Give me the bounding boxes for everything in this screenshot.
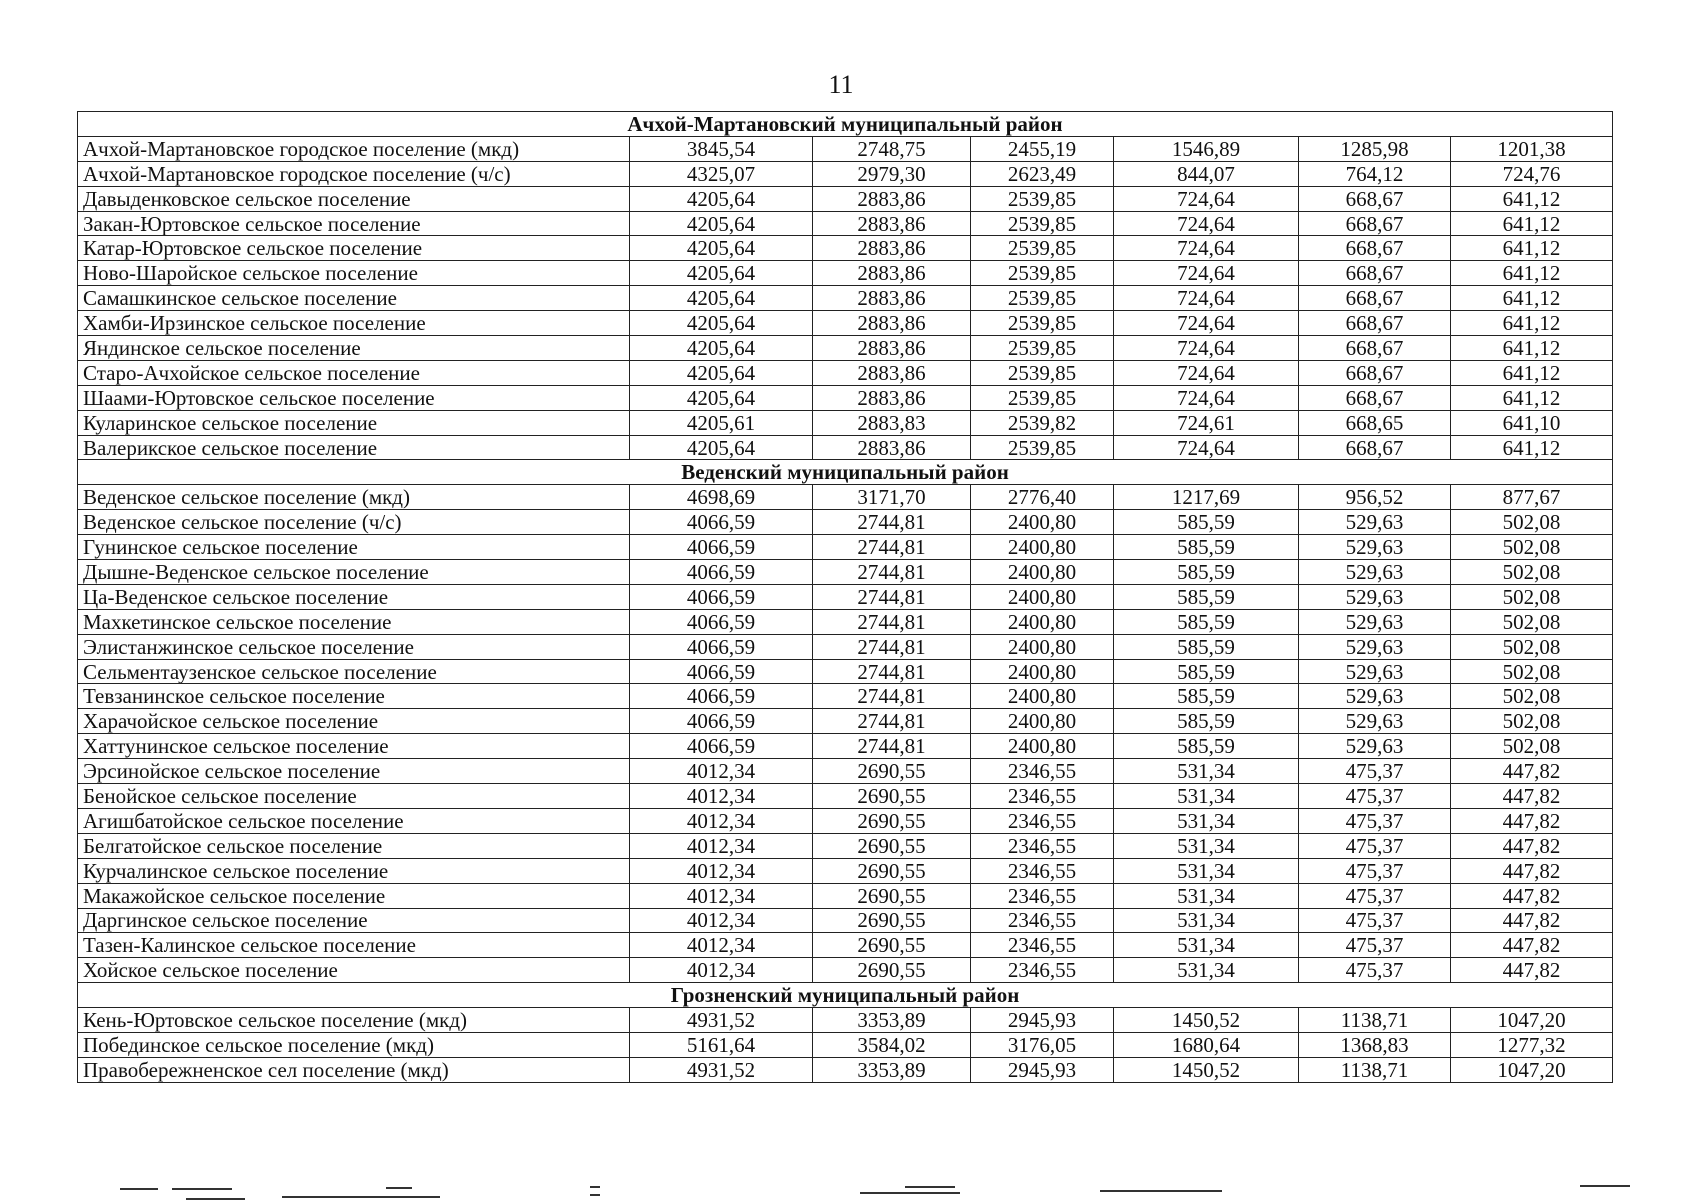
table-row — [78, 385, 1613, 410]
value-cell: 2539,85 — [971, 360, 1114, 385]
value-cell: 2690,55 — [813, 958, 971, 983]
value-cell: 2539,85 — [971, 286, 1114, 311]
value-cell: 1368,83 — [1299, 1032, 1451, 1057]
value-cell: 724,64 — [1114, 336, 1299, 361]
value-cell: 2539,85 — [971, 311, 1114, 336]
table-row — [78, 211, 1613, 236]
value-cell: 4012,34 — [630, 933, 813, 958]
settlement-name-cell: Веденское сельское поселение (ч/с) — [78, 510, 630, 535]
value-cell: 3176,05 — [971, 1032, 1114, 1057]
value-cell: 2346,55 — [971, 784, 1114, 809]
value-cell: 447,82 — [1451, 784, 1613, 809]
value-cell: 2346,55 — [971, 883, 1114, 908]
value-cell: 2690,55 — [813, 784, 971, 809]
settlement-name-cell: Побединское сельское поселение (мкд) — [78, 1032, 630, 1057]
value-cell: 2690,55 — [813, 883, 971, 908]
value-cell: 641,12 — [1451, 336, 1613, 361]
value-cell: 2400,80 — [971, 734, 1114, 759]
value-cell: 668,67 — [1299, 360, 1451, 385]
value-cell: 585,59 — [1114, 659, 1299, 684]
value-cell: 2400,80 — [971, 684, 1114, 709]
value-cell: 1277,32 — [1451, 1032, 1613, 1057]
value-cell: 2744,81 — [813, 584, 971, 609]
table-row — [78, 858, 1613, 883]
value-cell: 2883,86 — [813, 336, 971, 361]
value-cell: 5161,64 — [630, 1032, 813, 1057]
value-cell: 2400,80 — [971, 709, 1114, 734]
value-cell: 724,64 — [1114, 236, 1299, 261]
value-cell: 2690,55 — [813, 833, 971, 858]
value-cell: 724,64 — [1114, 311, 1299, 336]
value-cell: 4066,59 — [630, 510, 813, 535]
value-cell: 502,08 — [1451, 560, 1613, 585]
settlement-name-cell: Элистанжинское сельское поселение — [78, 634, 630, 659]
value-cell: 2883,86 — [813, 186, 971, 211]
settlement-name-cell: Ачхой-Мартановское городское поселение (ч/с) — [78, 161, 630, 186]
table-row — [78, 833, 1613, 858]
value-cell: 531,34 — [1114, 808, 1299, 833]
value-cell: 2744,81 — [813, 734, 971, 759]
value-cell: 585,59 — [1114, 584, 1299, 609]
table-row — [78, 709, 1613, 734]
district-header: Ачхой-Мартановский муниципальный район — [78, 112, 1613, 137]
value-cell: 724,64 — [1114, 186, 1299, 211]
value-cell: 1047,20 — [1451, 1008, 1613, 1033]
value-cell: 1047,20 — [1451, 1057, 1613, 1082]
value-cell: 4205,64 — [630, 236, 813, 261]
value-cell: 2883,86 — [813, 385, 971, 410]
value-cell: 585,59 — [1114, 684, 1299, 709]
value-cell: 447,82 — [1451, 759, 1613, 784]
value-cell: 1680,64 — [1114, 1032, 1299, 1057]
table-row — [78, 360, 1613, 385]
table-row — [78, 883, 1613, 908]
value-cell: 2945,93 — [971, 1008, 1114, 1033]
settlement-name-cell: Куларинское сельское поселение — [78, 410, 630, 435]
value-cell: 641,10 — [1451, 410, 1613, 435]
value-cell: 4066,59 — [630, 584, 813, 609]
value-cell: 4012,34 — [630, 858, 813, 883]
value-cell: 475,37 — [1299, 883, 1451, 908]
district-header: Грозненский муниципальный район — [78, 983, 1613, 1008]
settlement-name-cell: Гунинское сельское поселение — [78, 535, 630, 560]
value-cell: 531,34 — [1114, 833, 1299, 858]
value-cell: 724,64 — [1114, 360, 1299, 385]
value-cell: 2883,86 — [813, 435, 971, 460]
value-cell: 1201,38 — [1451, 136, 1613, 161]
settlement-name-cell: Хойское сельское поселение — [78, 958, 630, 983]
district-header: Веденский муниципальный район — [78, 460, 1613, 485]
value-cell: 1138,71 — [1299, 1057, 1451, 1082]
value-cell: 2744,81 — [813, 684, 971, 709]
table-row — [78, 236, 1613, 261]
table-row — [78, 659, 1613, 684]
value-cell: 585,59 — [1114, 734, 1299, 759]
settlement-name-cell: Ачхой-Мартановское городское поселение (мкд) — [78, 136, 630, 161]
table-row — [78, 808, 1613, 833]
value-cell: 529,63 — [1299, 734, 1451, 759]
value-cell: 447,82 — [1451, 808, 1613, 833]
value-cell: 2744,81 — [813, 560, 971, 585]
value-cell: 641,12 — [1451, 286, 1613, 311]
value-cell: 502,08 — [1451, 535, 1613, 560]
table-row — [78, 584, 1613, 609]
value-cell: 502,08 — [1451, 684, 1613, 709]
value-cell: 724,64 — [1114, 261, 1299, 286]
value-cell: 2346,55 — [971, 759, 1114, 784]
settlement-name-cell: Старо-Ачхойское сельское поселение — [78, 360, 630, 385]
value-cell: 2400,80 — [971, 560, 1114, 585]
value-cell: 844,07 — [1114, 161, 1299, 186]
value-cell: 502,08 — [1451, 609, 1613, 634]
value-cell: 724,61 — [1114, 410, 1299, 435]
value-cell: 4066,59 — [630, 734, 813, 759]
value-cell: 2539,85 — [971, 435, 1114, 460]
value-cell: 4205,61 — [630, 410, 813, 435]
value-cell: 585,59 — [1114, 535, 1299, 560]
table-row — [78, 311, 1613, 336]
value-cell: 2945,93 — [971, 1057, 1114, 1082]
value-cell: 2539,85 — [971, 261, 1114, 286]
value-cell: 2539,85 — [971, 211, 1114, 236]
value-cell: 4012,34 — [630, 784, 813, 809]
value-cell: 3353,89 — [813, 1057, 971, 1082]
value-cell: 502,08 — [1451, 584, 1613, 609]
value-cell: 531,34 — [1114, 883, 1299, 908]
value-cell: 475,37 — [1299, 833, 1451, 858]
value-cell: 4205,64 — [630, 385, 813, 410]
value-cell: 2744,81 — [813, 659, 971, 684]
settlement-name-cell: Веденское сельское поселение (мкд) — [78, 485, 630, 510]
settlement-name-cell: Хамби-Ирзинское сельское поселение — [78, 311, 630, 336]
page-number: 11 — [828, 70, 854, 99]
value-cell: 2690,55 — [813, 808, 971, 833]
value-cell: 531,34 — [1114, 958, 1299, 983]
value-cell: 529,63 — [1299, 634, 1451, 659]
value-cell: 529,63 — [1299, 535, 1451, 560]
value-cell: 475,37 — [1299, 908, 1451, 933]
settlement-name-cell: Макажойское сельское поселение — [78, 883, 630, 908]
value-cell: 877,67 — [1451, 485, 1613, 510]
value-cell: 724,64 — [1114, 435, 1299, 460]
value-cell: 2883,86 — [813, 261, 971, 286]
value-cell: 641,12 — [1451, 211, 1613, 236]
table-row — [78, 908, 1613, 933]
value-cell: 4066,59 — [630, 609, 813, 634]
settlement-name-cell: Даргинское сельское поселение — [78, 908, 630, 933]
table-row — [78, 161, 1613, 186]
value-cell: 4205,64 — [630, 286, 813, 311]
settlement-name-cell: Яндинское сельское поселение — [78, 336, 630, 361]
value-cell: 585,59 — [1114, 609, 1299, 634]
settlement-name-cell: Агишбатойское сельское поселение — [78, 808, 630, 833]
settlement-name-cell: Правобережненское сел поселение (мкд) — [78, 1057, 630, 1082]
value-cell: 531,34 — [1114, 759, 1299, 784]
value-cell: 529,63 — [1299, 584, 1451, 609]
value-cell: 529,63 — [1299, 659, 1451, 684]
value-cell: 447,82 — [1451, 883, 1613, 908]
value-cell: 4066,59 — [630, 535, 813, 560]
value-cell: 2539,85 — [971, 385, 1114, 410]
table-row — [78, 136, 1613, 161]
value-cell: 2539,85 — [971, 186, 1114, 211]
value-cell: 4205,64 — [630, 435, 813, 460]
value-cell: 2400,80 — [971, 609, 1114, 634]
value-cell: 641,12 — [1451, 311, 1613, 336]
value-cell: 641,12 — [1451, 360, 1613, 385]
value-cell: 641,12 — [1451, 435, 1613, 460]
value-cell: 4012,34 — [630, 958, 813, 983]
value-cell: 4205,64 — [630, 261, 813, 286]
value-cell: 529,63 — [1299, 560, 1451, 585]
value-cell: 668,67 — [1299, 311, 1451, 336]
value-cell: 668,67 — [1299, 186, 1451, 211]
value-cell: 2776,40 — [971, 485, 1114, 510]
value-cell: 447,82 — [1451, 833, 1613, 858]
value-cell: 2400,80 — [971, 584, 1114, 609]
value-cell: 502,08 — [1451, 659, 1613, 684]
value-cell: 1450,52 — [1114, 1008, 1299, 1033]
value-cell: 2883,86 — [813, 211, 971, 236]
value-cell: 447,82 — [1451, 858, 1613, 883]
value-cell: 668,65 — [1299, 410, 1451, 435]
district-header-row — [78, 112, 1613, 137]
value-cell: 1450,52 — [1114, 1057, 1299, 1082]
value-cell: 4205,64 — [630, 211, 813, 236]
table-row — [78, 410, 1613, 435]
value-cell: 764,12 — [1299, 161, 1451, 186]
value-cell: 475,37 — [1299, 808, 1451, 833]
value-cell: 641,12 — [1451, 261, 1613, 286]
value-cell: 475,37 — [1299, 958, 1451, 983]
value-cell: 956,52 — [1299, 485, 1451, 510]
value-cell: 2346,55 — [971, 833, 1114, 858]
settlement-name-cell: Курчалинское сельское поселение — [78, 858, 630, 883]
value-cell: 447,82 — [1451, 933, 1613, 958]
settlement-name-cell: Дышне-Веденское сельское поселение — [78, 560, 630, 585]
settlement-name-cell: Хаттунинское сельское поселение — [78, 734, 630, 759]
value-cell: 4012,34 — [630, 833, 813, 858]
settlement-name-cell: Закан-Юртовское сельское поселение — [78, 211, 630, 236]
value-cell: 4205,64 — [630, 360, 813, 385]
value-cell: 585,59 — [1114, 709, 1299, 734]
district-header-row — [78, 460, 1613, 485]
value-cell: 668,67 — [1299, 211, 1451, 236]
value-cell: 2455,19 — [971, 136, 1114, 161]
value-cell: 4325,07 — [630, 161, 813, 186]
table-row — [78, 933, 1613, 958]
settlement-name-cell: Белгатойское сельское поселение — [78, 833, 630, 858]
value-cell: 2979,30 — [813, 161, 971, 186]
value-cell: 4012,34 — [630, 883, 813, 908]
tariff-table — [77, 111, 1613, 1083]
value-cell: 2690,55 — [813, 759, 971, 784]
value-cell: 2744,81 — [813, 535, 971, 560]
settlement-name-cell: Шаами-Юртовское сельское поселение — [78, 385, 630, 410]
settlement-name-cell: Эрсинойское сельское поселение — [78, 759, 630, 784]
value-cell: 447,82 — [1451, 908, 1613, 933]
value-cell: 668,67 — [1299, 435, 1451, 460]
table-row — [78, 684, 1613, 709]
value-cell: 585,59 — [1114, 560, 1299, 585]
value-cell: 4066,59 — [630, 684, 813, 709]
value-cell: 2690,55 — [813, 933, 971, 958]
value-cell: 2346,55 — [971, 933, 1114, 958]
value-cell: 2744,81 — [813, 709, 971, 734]
settlement-name-cell: Харачойское сельское поселение — [78, 709, 630, 734]
table-row — [78, 784, 1613, 809]
value-cell: 4205,64 — [630, 336, 813, 361]
value-cell: 3353,89 — [813, 1008, 971, 1033]
value-cell: 4012,34 — [630, 759, 813, 784]
value-cell: 502,08 — [1451, 709, 1613, 734]
table-row — [78, 485, 1613, 510]
value-cell: 2623,49 — [971, 161, 1114, 186]
value-cell: 3584,02 — [813, 1032, 971, 1057]
value-cell: 1285,98 — [1299, 136, 1451, 161]
value-cell: 502,08 — [1451, 634, 1613, 659]
value-cell: 2539,82 — [971, 410, 1114, 435]
table-body — [78, 112, 1613, 1083]
value-cell: 502,08 — [1451, 734, 1613, 759]
value-cell: 724,76 — [1451, 161, 1613, 186]
value-cell: 531,34 — [1114, 908, 1299, 933]
value-cell: 668,67 — [1299, 261, 1451, 286]
value-cell: 2883,86 — [813, 236, 971, 261]
value-cell: 2346,55 — [971, 808, 1114, 833]
table-row — [78, 261, 1613, 286]
value-cell: 2883,86 — [813, 286, 971, 311]
table-row — [78, 609, 1613, 634]
settlement-name-cell: Кень-Юртовское сельское поселение (мкд) — [78, 1008, 630, 1033]
settlement-name-cell: Тазен-Калинское сельское поселение — [78, 933, 630, 958]
value-cell: 2346,55 — [971, 858, 1114, 883]
value-cell: 4931,52 — [630, 1008, 813, 1033]
table-row — [78, 734, 1613, 759]
value-cell: 2748,75 — [813, 136, 971, 161]
table-row — [78, 1032, 1613, 1057]
value-cell: 4066,59 — [630, 560, 813, 585]
value-cell: 4066,59 — [630, 709, 813, 734]
value-cell: 2883,86 — [813, 360, 971, 385]
value-cell: 475,37 — [1299, 784, 1451, 809]
settlement-name-cell: Ца-Веденское сельское поселение — [78, 584, 630, 609]
value-cell: 2539,85 — [971, 336, 1114, 361]
value-cell: 1138,71 — [1299, 1008, 1451, 1033]
value-cell: 2539,85 — [971, 236, 1114, 261]
settlement-name-cell: Самашкинское сельское поселение — [78, 286, 630, 311]
value-cell: 668,67 — [1299, 236, 1451, 261]
value-cell: 531,34 — [1114, 784, 1299, 809]
value-cell: 4698,69 — [630, 485, 813, 510]
value-cell: 724,64 — [1114, 385, 1299, 410]
value-cell: 2883,86 — [813, 311, 971, 336]
value-cell: 2400,80 — [971, 659, 1114, 684]
value-cell: 531,34 — [1114, 933, 1299, 958]
value-cell: 668,67 — [1299, 336, 1451, 361]
value-cell: 3845,54 — [630, 136, 813, 161]
table-row — [78, 560, 1613, 585]
table-row — [78, 535, 1613, 560]
settlement-name-cell: Тевзанинское сельское поселение — [78, 684, 630, 709]
value-cell: 4066,59 — [630, 659, 813, 684]
value-cell: 2744,81 — [813, 510, 971, 535]
value-cell: 641,12 — [1451, 186, 1613, 211]
value-cell: 447,82 — [1451, 958, 1613, 983]
value-cell: 668,67 — [1299, 286, 1451, 311]
value-cell: 529,63 — [1299, 510, 1451, 535]
value-cell: 529,63 — [1299, 709, 1451, 734]
table-row — [78, 958, 1613, 983]
value-cell: 2883,83 — [813, 410, 971, 435]
value-cell: 641,12 — [1451, 236, 1613, 261]
table-row — [78, 634, 1613, 659]
value-cell: 2744,81 — [813, 609, 971, 634]
district-header-row — [78, 983, 1613, 1008]
value-cell: 4931,52 — [630, 1057, 813, 1082]
value-cell: 529,63 — [1299, 609, 1451, 634]
value-cell: 641,12 — [1451, 385, 1613, 410]
table-row — [78, 510, 1613, 535]
table-row — [78, 1057, 1613, 1082]
table-row — [78, 186, 1613, 211]
table-row — [78, 759, 1613, 784]
value-cell: 585,59 — [1114, 634, 1299, 659]
value-cell: 668,67 — [1299, 385, 1451, 410]
settlement-name-cell: Сельментаузенское сельское поселение — [78, 659, 630, 684]
settlement-name-cell: Бенойское сельское поселение — [78, 784, 630, 809]
value-cell: 724,64 — [1114, 211, 1299, 236]
value-cell: 1217,69 — [1114, 485, 1299, 510]
value-cell: 475,37 — [1299, 759, 1451, 784]
value-cell: 2346,55 — [971, 908, 1114, 933]
settlement-name-cell: Давыденковское сельское поселение — [78, 186, 630, 211]
value-cell: 529,63 — [1299, 684, 1451, 709]
settlement-name-cell: Валерикское сельское поселение — [78, 435, 630, 460]
value-cell: 2744,81 — [813, 634, 971, 659]
value-cell: 2400,80 — [971, 510, 1114, 535]
value-cell: 4012,34 — [630, 808, 813, 833]
value-cell: 2400,80 — [971, 535, 1114, 560]
value-cell: 4066,59 — [630, 634, 813, 659]
value-cell: 3171,70 — [813, 485, 971, 510]
value-cell: 502,08 — [1451, 510, 1613, 535]
value-cell: 475,37 — [1299, 858, 1451, 883]
value-cell: 4205,64 — [630, 186, 813, 211]
value-cell: 475,37 — [1299, 933, 1451, 958]
table-row — [78, 286, 1613, 311]
settlement-name-cell: Катар-Юртовское сельское поселение — [78, 236, 630, 261]
value-cell: 1546,89 — [1114, 136, 1299, 161]
value-cell: 4012,34 — [630, 908, 813, 933]
table-row — [78, 1008, 1613, 1033]
value-cell: 2400,80 — [971, 634, 1114, 659]
settlement-name-cell: Ново-Шаройское сельское поселение — [78, 261, 630, 286]
value-cell: 2690,55 — [813, 908, 971, 933]
value-cell: 2346,55 — [971, 958, 1114, 983]
value-cell: 2690,55 — [813, 858, 971, 883]
table-row — [78, 336, 1613, 361]
table-row — [78, 435, 1613, 460]
value-cell: 531,34 — [1114, 858, 1299, 883]
value-cell: 585,59 — [1114, 510, 1299, 535]
settlement-name-cell: Махкетинское сельское поселение — [78, 609, 630, 634]
value-cell: 4205,64 — [630, 311, 813, 336]
value-cell: 724,64 — [1114, 286, 1299, 311]
